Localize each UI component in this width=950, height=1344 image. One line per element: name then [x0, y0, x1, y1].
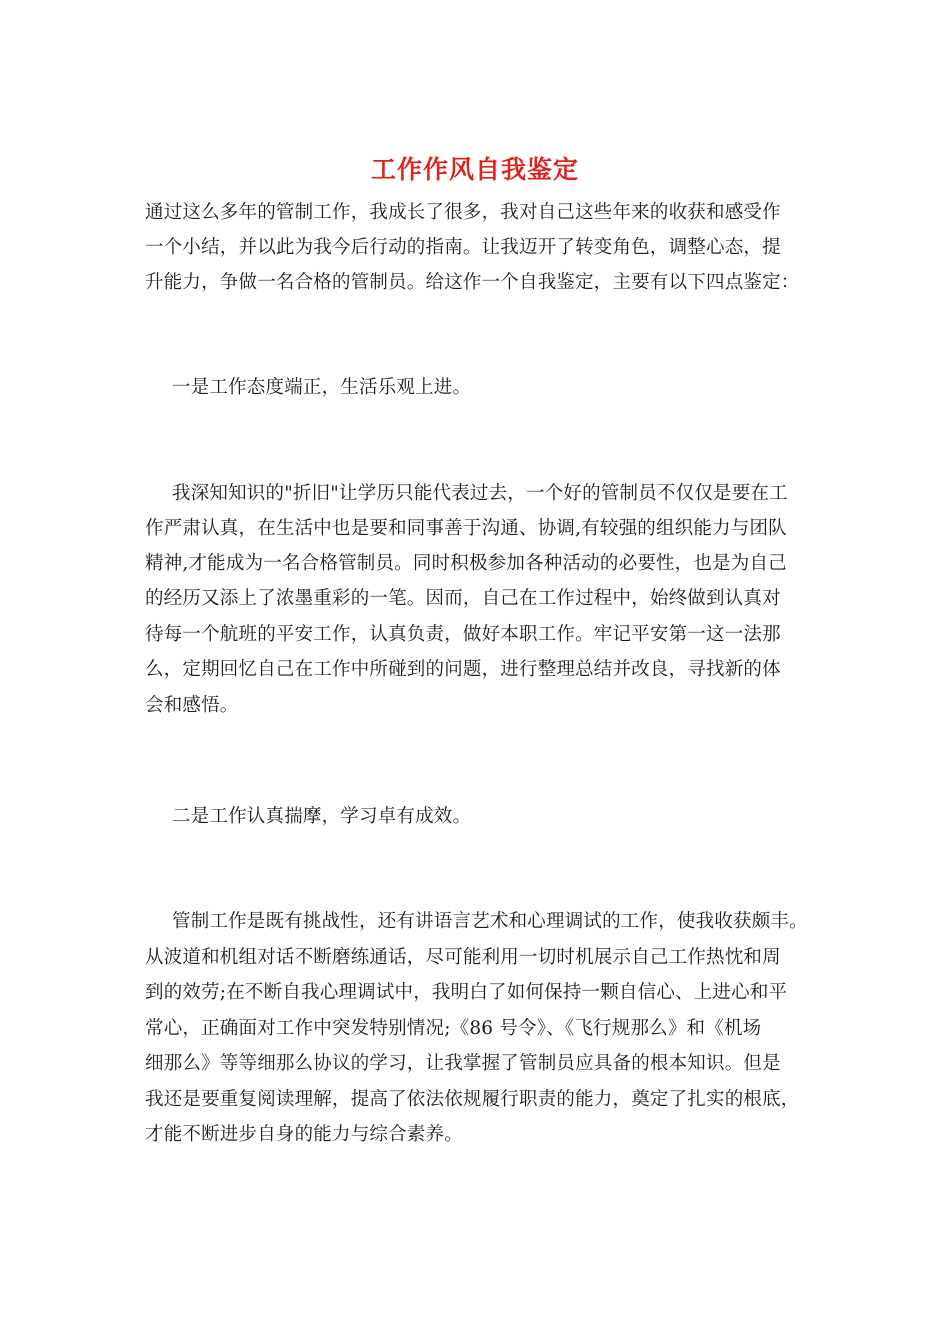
paragraph-line: 会和感悟。	[145, 695, 239, 716]
intro-line: 通过这么多年的管制工作，我成长了很多，我对自己这些年来的收获和感受作	[145, 202, 781, 223]
paragraph-line: 我深知知识的"折旧"让学历只能代表过去，一个好的管制员不仅仅是要在工	[172, 483, 788, 504]
paragraph-line: 作严肃认真，在生活中也是要和同事善于沟通、协调,有较强的组织能力与团队	[145, 518, 787, 539]
document-title: 工作作风自我鉴定	[370, 155, 579, 184]
paragraph-line: 常心，正确面对工作中突发特别情况;《86 号令》、《飞行规那么》和《机场	[145, 1018, 762, 1039]
paragraph-line: 待每一个航班的平安工作，认真负责，做好本职工作。牢记平安第一这一法那	[145, 624, 781, 645]
intro-line: 升能力，争做一名合格的管制员。给这作一个自我鉴定，主要有以下四点鉴定：	[145, 272, 800, 293]
paragraph-line: 的经历又添上了浓墨重彩的一笔。因而，自己在工作过程中，始终做到认真对	[145, 588, 781, 609]
paragraph-line: 细那么》等等细那么协议的学习，让我掌握了管制员应具备的根本知识。但是	[145, 1053, 781, 1074]
intro-line: 一个小结，并以此为我今后行动的指南。让我迈开了转变角色，调整心态，提	[145, 237, 781, 258]
paragraph-line: 管制工作是既有挑战性，还有讲语言艺术和心理调试的工作，使我收获颇丰。	[172, 911, 808, 932]
paragraph-line: 到的效劳;在不断自我心理调试中，我明白了如何保持一颗自信心、上进心和平	[145, 982, 788, 1003]
section-heading-1: 一是工作态度端正，生活乐观上进。	[172, 377, 472, 398]
paragraph-line: 精神,才能成为一名合格管制员。同时积极参加各种活动的必要性，也是为自己	[145, 553, 787, 574]
paragraph-line: 才能不断进步自身的能力与综合素养。	[145, 1124, 463, 1145]
paragraph-line: 么，定期回忆自己在工作中所碰到的问题，进行整理总结并改良，寻找新的体	[145, 659, 781, 680]
section-heading-2: 二是工作认真揣摩，学习卓有成效。	[172, 806, 472, 827]
paragraph-line: 我还是要重复阅读理解，提高了依法依规履行职责的能力，奠定了扎实的根底，	[145, 1089, 800, 1110]
paragraph-line: 从波道和机组对话不断磨练通话，尽可能利用一切时机展示自己工作热忱和周	[145, 947, 781, 968]
